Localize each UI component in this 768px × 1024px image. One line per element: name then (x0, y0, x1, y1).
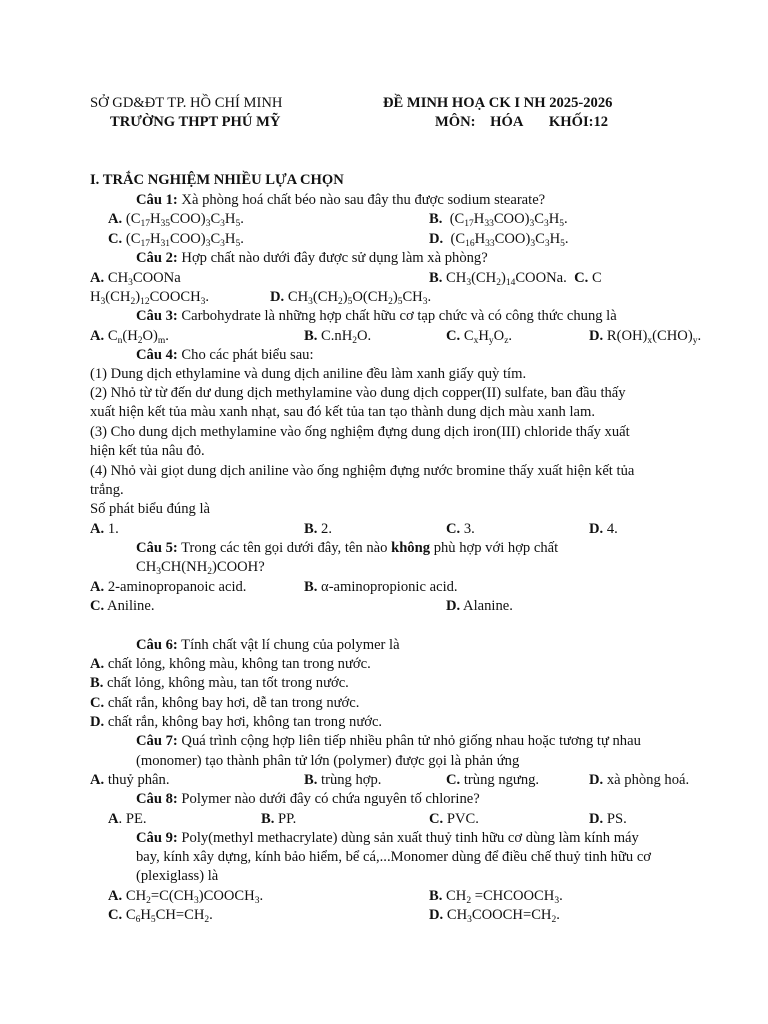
q8-option-c (429, 810, 479, 828)
statement-2-cont: xuất hiện kết tủa màu xanh nhạt, sau đó kết tủa tan tạo thành dung dịch màu xanh lam. (90, 404, 595, 420)
option-letter: A. (90, 579, 105, 595)
option-letter: D. (429, 907, 444, 923)
q3-option-b: B. $C.nH_2O$. (304, 328, 372, 346)
question-8 (136, 790, 480, 808)
question-label: Câu 9: (136, 830, 178, 846)
q5-option-a (90, 578, 246, 596)
option-text: chất lỏng, không màu, không tan trong nước. (107, 656, 371, 672)
question-text: Carbohydrate là những hợp chất hữu cơ tạp chức và có công thức chung là (181, 308, 617, 324)
option-letter: D. (429, 231, 444, 247)
q2-option-d: D. $CH_3(CH_2)_5O(CH_2)_5CH_3$. (270, 289, 432, 307)
option-letter: A. (90, 270, 105, 286)
exam-title: ĐỀ MINH HOẠ CK I NH 2025-2026 (383, 95, 613, 111)
q7-option-d (589, 771, 689, 789)
q1-option-a: A. $(C_{17}H_{35}COO)_3C_3H_5$. (108, 211, 244, 229)
option-text: chất rắn, không bay hơi, không tan trong nước. (107, 714, 383, 730)
option-letter: A. (108, 888, 123, 904)
statement-4-cont: trắng. (90, 482, 124, 498)
question-1 (136, 191, 545, 209)
question-label: Câu 3: (136, 308, 178, 324)
option-text: PP. (278, 811, 297, 827)
option-letter: D. (589, 772, 604, 788)
question-4 (136, 346, 314, 364)
q6-option-d (90, 713, 382, 731)
option-text: chất rắn, không bay hơi, dễ tan trong nước. (107, 695, 360, 711)
option-text: 2. (321, 521, 332, 537)
q6-option-c (90, 694, 359, 712)
q4-option-d (589, 520, 618, 538)
option-letter: A. (90, 328, 105, 344)
q8-option-b (261, 810, 296, 828)
question-text: Polymer nào dưới đây có chứa nguyên tố chlorine? (181, 791, 480, 807)
question-label: Câu 6: (136, 637, 178, 653)
question-text: Poly(methyl methacrylate) dùng sản xuất thuỷ tinh hữu cơ dùng làm kính máy (181, 830, 639, 846)
q3-option-c: C. $C_xH_yO_z$. (446, 328, 513, 346)
option-letter: B. (429, 888, 443, 904)
question-text: Trong các tên gọi dưới đây, tên nào (181, 540, 388, 556)
statement-1: (1) Dung dịch ethylamine và dung dịch aniline đều làm xanh giấy quỳ tím. (90, 366, 527, 382)
q7-option-b (304, 771, 381, 789)
option-letter: C. (446, 772, 461, 788)
q8-option-d (589, 810, 627, 828)
option-letter: B. (429, 211, 443, 227)
question-label: Câu 7: (136, 733, 178, 749)
option-text: xà phòng hoá. (606, 772, 690, 788)
question-7-cont: (monomer) tạo thành phân tử lớn (polymer) được gọi là phản ứng (136, 753, 520, 769)
option-letter: A. (90, 521, 105, 537)
option-text: thuỷ phân. (107, 772, 170, 788)
q5-option-b (304, 578, 458, 596)
question-text: Hợp chất nào dưới đây được sử dụng làm xà phòng? (181, 250, 488, 266)
option-text: 4. (606, 521, 618, 537)
question-3 (136, 307, 617, 325)
q6-option-b (90, 674, 349, 692)
option-letter: C. (574, 270, 589, 286)
option-letter: A. (90, 656, 105, 672)
question-text: Tính chất vật lí chung của polymer là (181, 637, 400, 653)
q9-option-c: C. $C_6H_5CH=CH_2$. (108, 907, 213, 925)
question-9 (136, 829, 639, 847)
option-letter: C. (90, 598, 105, 614)
option-text: 1. (107, 521, 119, 537)
option-text: Alanine. (463, 598, 513, 614)
q1-option-b: B. $(C_{17}H_{33}COO)_3C_3H_5$. (429, 211, 568, 229)
question-9-cont: bay, kính xây dựng, kính bảo hiểm, bể cá,...Monomer dùng để điều chế thuỷ tinh hữu cơ (136, 849, 652, 865)
option-letter: C. (108, 907, 123, 923)
option-text: Aniline. (107, 598, 155, 614)
question-label: Câu 8: (136, 791, 178, 807)
option-letter: D. (446, 598, 461, 614)
question-5 (136, 539, 558, 557)
option-text: α-aminopropionic acid. (321, 579, 458, 595)
q7-option-c (446, 771, 539, 789)
option-letter: D. (90, 714, 105, 730)
q5-option-d (446, 597, 513, 615)
q2-option-b: B. $CH_3(CH_2)_{14}COONa$. C. C (429, 270, 602, 288)
question-label: Câu 4: (136, 347, 178, 363)
section-title: I. TRẮC NGHIỆM NHIỀU LỰA CHỌN (90, 172, 344, 188)
subject-label: MÔN: (435, 114, 476, 130)
statement-3-cont: hiện kết tủa nâu đỏ. (90, 443, 205, 459)
q3-option-a: A. $C_n(H_2O)_m$. (90, 328, 169, 346)
question-label: Câu 2: (136, 250, 178, 266)
option-letter: D. (589, 811, 604, 827)
q9-option-d: D. $CH_3COOCH=CH_2$. (429, 907, 560, 925)
option-text: 3. (463, 521, 475, 537)
option-letter: C. (90, 695, 105, 711)
q4-option-c (446, 520, 475, 538)
q9-option-a: A. $CH_2=C(CH_3)COOCH_3$. (108, 888, 264, 906)
question-label: Câu 1: (136, 192, 178, 208)
question-2 (136, 249, 488, 267)
option-text: trùng ngưng. (463, 772, 540, 788)
option-text: 2-aminopropanoic acid. (107, 579, 247, 595)
question-6 (136, 636, 400, 654)
subject-value: HÓA (490, 114, 524, 130)
option-letter: C. (446, 521, 461, 537)
option-letter: C. (446, 328, 461, 344)
question-emphasis: không (391, 540, 431, 556)
q5-formula: $CH_3CH(NH_2)COOH$? (136, 559, 265, 577)
option-letter: B. (304, 328, 318, 344)
q4-option-a (90, 520, 119, 538)
q7-option-a (90, 771, 169, 789)
question-text: Cho các phát biểu sau: (181, 347, 314, 363)
q1-option-d: D. $(C_{16}H_{33}COO)_3C_3H_5$. (429, 231, 569, 249)
option-letter: B. (90, 675, 104, 691)
option-text: chất lỏng, không màu, tan tốt trong nước. (107, 675, 349, 691)
question-9-cont2: (plexiglass) là (136, 868, 219, 884)
dept-name: SỞ GD&ĐT TP. HỒ CHÍ MINH (90, 95, 283, 111)
option-letter: B. (304, 772, 318, 788)
question-text: phù hợp với hợp chất (433, 540, 559, 556)
school-name: TRƯỜNG THPT PHÚ MỸ (110, 114, 281, 130)
question-7 (136, 732, 641, 750)
option-letter: B. (304, 579, 318, 595)
statement-4: (4) Nhỏ vài giọt dung dịch aniline vào ống nghiệm đựng nước bromine thấy xuất hiện kết tủa (90, 463, 635, 479)
q2-option-c-cont: $H_3(CH_2)_{12}COOCH_3$. (90, 289, 210, 307)
option-letter: A. (108, 211, 123, 227)
q3-option-d: D. $R(OH)_x(CHO)_y$. (589, 328, 702, 346)
option-text: trùng hợp. (321, 772, 382, 788)
option-letter: C. (108, 231, 123, 247)
option-letter: B. (261, 811, 275, 827)
question-ask: Số phát biểu đúng là (90, 501, 210, 517)
statement-3: (3) Cho dung dịch methylamine vào ống nghiệm đựng dung dịch iron(III) chloride thấy xuất (90, 424, 630, 440)
q6-option-a (90, 655, 371, 673)
option-letter: D. (270, 289, 285, 305)
grade-value: KHỐI:12 (548, 114, 609, 130)
question-label: Câu 5: (136, 540, 178, 556)
option-letter: D. (589, 328, 604, 344)
option-text: PVC. (446, 811, 479, 827)
question-text: Quá trình cộng hợp liên tiếp nhiều phân tử nhỏ giống nhau hoặc tương tự nhau (181, 733, 641, 749)
q8-option-a (108, 810, 147, 828)
question-text: Xà phòng hoá chất béo nào sau đây thu được sodium stearate? (181, 192, 546, 208)
q9-option-b: B. $CH_2$ $=CHCOOCH_3$. (429, 888, 563, 906)
option-text: . PE. (118, 811, 147, 827)
statement-2: (2) Nhỏ từ từ đến dư dung dịch methylamine vào dung dịch copper(II) sulfate, ban đầu thấy (90, 385, 626, 401)
q1-option-c: C. $(C_{17}H_{31}COO)_3C_3H_5$. (108, 231, 244, 249)
q2-option-a: A. $CH_3COONa$ (90, 270, 181, 288)
option-letter: D. (589, 521, 604, 537)
option-letter: A (108, 811, 119, 827)
q4-option-b (304, 520, 332, 538)
option-letter: A. (90, 772, 105, 788)
option-text: PS. (606, 811, 627, 827)
q5-option-c (90, 597, 154, 615)
option-letter: B. (429, 270, 443, 286)
subject-line (435, 113, 608, 131)
option-letter: B. (304, 521, 318, 537)
option-letter: C. (429, 811, 444, 827)
